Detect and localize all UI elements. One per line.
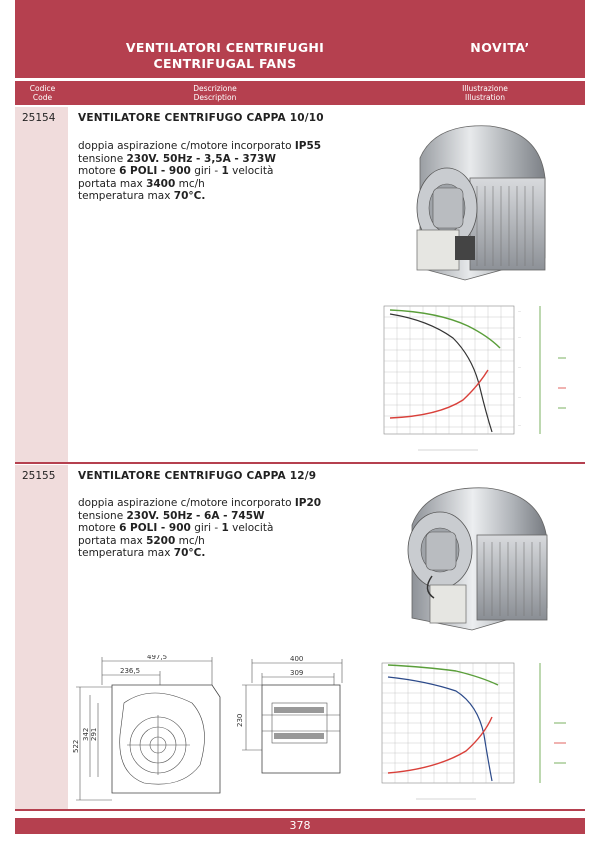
dim-height-a: 342 xyxy=(82,727,90,741)
col-ill-it: Illustrazione xyxy=(462,84,508,93)
dim-total-height: 522 xyxy=(72,739,80,753)
col-code xyxy=(15,84,70,102)
product-code: 25154 xyxy=(22,112,56,124)
col-code-en: Code xyxy=(32,93,53,102)
svg-text:—: — xyxy=(518,423,521,427)
technical-drawing-front xyxy=(72,655,232,805)
desc-line: temperatura max 70°C. xyxy=(78,190,206,202)
col-illustration xyxy=(385,84,585,102)
technical-drawing-side xyxy=(232,655,352,780)
dim-side-height: 230 xyxy=(236,713,244,727)
product-description xyxy=(78,497,321,560)
performance-chart-1 xyxy=(368,298,568,458)
row-divider-bottom xyxy=(15,809,585,811)
dim-inlet-width: 236,5 xyxy=(120,667,141,675)
svg-text:—: — xyxy=(518,365,521,369)
svg-text:—: — xyxy=(518,395,521,399)
col-ill-en: Illustration xyxy=(464,93,506,102)
code-column-bg-1 xyxy=(15,107,68,462)
col-desc-it: Descrizione xyxy=(193,84,237,93)
col-code-it: Codice xyxy=(29,84,56,93)
desc-line: tensione 230V. 50Hz - 6A - 745W xyxy=(78,509,265,522)
desc-line: temperatura max 70°C. xyxy=(78,547,206,559)
row-divider xyxy=(15,462,585,464)
product-title: VENTILATORE CENTRIFUGO CAPPA 12/9 xyxy=(78,470,317,482)
column-headers xyxy=(15,81,585,105)
svg-text:—: — xyxy=(518,309,521,313)
desc-line: tensione 230V. 50Hz - 3,5A - 373W xyxy=(78,152,276,165)
fan-photo-2 xyxy=(392,480,562,635)
desc-line: motore 6 POLI - 900 giri - 1 velocità xyxy=(78,165,274,177)
product-code: 25155 xyxy=(22,470,56,482)
dim-side-inner: 309 xyxy=(290,669,304,677)
desc-line: doppia aspirazione c/motore incorporato IP20 xyxy=(78,497,322,509)
section-title xyxy=(15,40,435,72)
col-desc-en: Description xyxy=(193,93,237,102)
col-description xyxy=(85,84,345,102)
product-title: VENTILATORE CENTRIFUGO CAPPA 10/10 xyxy=(78,112,324,124)
desc-line: portata max 3400 mc/h xyxy=(78,177,205,190)
section-title-it: VENTILATORI CENTRIFUGHI xyxy=(125,40,325,55)
desc-line: doppia aspirazione c/motore incorporato IP55 xyxy=(78,140,322,152)
dim-total-width: 497,5 xyxy=(147,655,168,661)
performance-chart-2 xyxy=(366,655,571,805)
dim-height-b: 291 xyxy=(90,727,98,741)
section-title-en: CENTRIFUGAL FANS xyxy=(153,56,297,71)
fan-photo-1 xyxy=(395,118,560,290)
desc-line: portata max 5200 mc/h xyxy=(78,534,205,547)
page-number: 378 xyxy=(15,818,585,834)
product-description xyxy=(78,140,321,203)
dim-side-total: 400 xyxy=(290,655,304,663)
novita-label: NOVITA’ xyxy=(470,40,530,55)
desc-line: motore 6 POLI - 900 giri - 1 velocità xyxy=(78,522,274,534)
svg-text:—: — xyxy=(518,335,521,339)
code-column-bg-2 xyxy=(15,465,68,809)
page-header xyxy=(15,0,585,78)
